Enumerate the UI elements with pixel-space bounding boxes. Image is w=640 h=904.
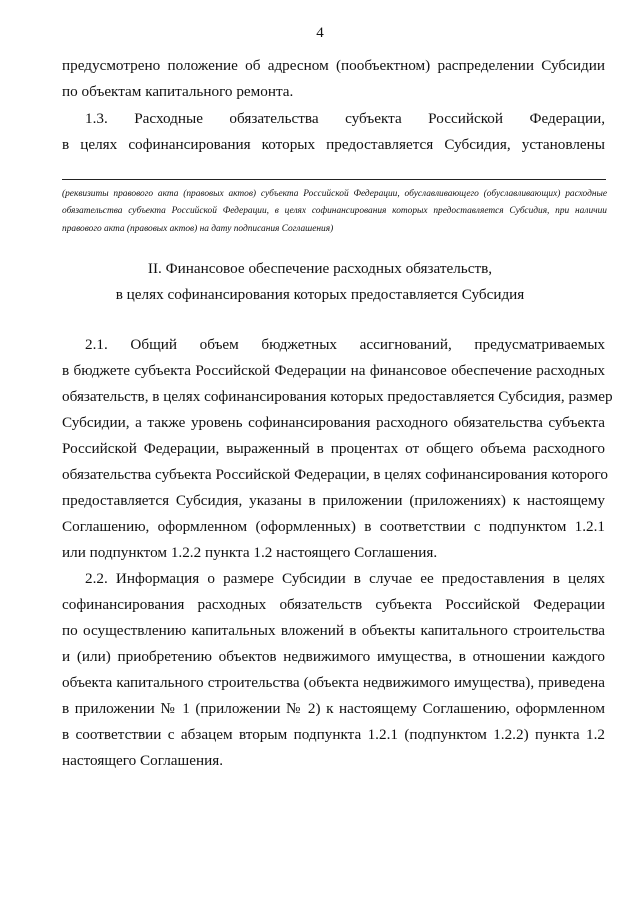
text-line: по объектам капитального ремонта. — [62, 83, 294, 100]
footnote-line: обязательства субъекта Российской Федерации, в целях софинансирования которых предоставляется Субсидия, при наличии — [62, 206, 607, 217]
text-line: Субсидии, а также уровень софинансирования расходного обязательства субъекта — [62, 414, 605, 431]
text-line: в бюджете субъекта Российской Федерации на финансовое обеспечение расходных — [62, 362, 605, 379]
text-line: софинансирования расходных обязательств субъекта Российской Федерации — [62, 596, 605, 613]
footnote-separator-line — [62, 179, 606, 180]
text-line: и (или) приобретению объектов недвижимого имущества, в отношении каждого — [62, 648, 605, 665]
section-heading — [0, 256, 640, 308]
text-line: предусмотрено положение об адресном (пообъектном) распределении Субсидии — [62, 57, 605, 74]
footnote-line: правового акта (правовых актов) на дату подписания Соглашения) — [62, 223, 334, 234]
text-line: настоящего Соглашения. — [62, 752, 223, 769]
page-number: 4 — [316, 25, 324, 41]
text-line: 2.1. Общий объем бюджетных ассигнований, предусматриваемых — [85, 336, 605, 353]
text-line: объекта капитального строительства (объекта недвижимого имущества), приведена — [62, 674, 605, 691]
text-line: 1.3. Расходные обязательства субъекта Российской Федерации, — [85, 110, 605, 127]
text-line: обязательств, в целях софинансирования которых предоставляется Субсидия, размер — [62, 388, 613, 405]
text-line: по осуществлению капитальных вложений в объекты капитального строительства — [62, 622, 605, 639]
paragraph-2-2 — [62, 566, 605, 774]
text-line: Российской Федерации, выраженный в процентах от общего объема расходного — [62, 440, 605, 457]
text-line: обязательства субъекта Российской Федерации, в целях софинансирования которого — [62, 466, 608, 483]
text-line: или подпунктом 1.2.2 пункта 1.2 настоящего Соглашения. — [62, 544, 438, 561]
footnote-line: (реквизиты правового акта (правовых актов) субъекта Российской Федерации, обуславливающего (обуславливающих) расходные — [62, 189, 607, 199]
heading-line: в целях софинансирования которых предоставляется Субсидия — [115, 286, 525, 303]
text-line: предоставляется Субсидия, указаны в приложении (приложениях) к настоящему — [62, 492, 605, 509]
paragraph-2-1 — [62, 332, 613, 566]
intro-paragraph — [62, 53, 605, 105]
heading-line: II. Финансовое обеспечение расходных обязательств, — [147, 260, 493, 277]
text-line: Соглашению, оформленном (оформленных) в соответствии с подпунктом 1.2.1 — [62, 518, 605, 535]
paragraph-1-3 — [62, 106, 605, 158]
footnote-caption — [62, 186, 607, 238]
text-line: 2.2. Информация о размере Субсидии в случае ее предоставления в целях — [85, 570, 605, 587]
text-line: в приложении № 1 (приложении № 2) к настоящему Соглашению, оформленном — [62, 700, 605, 717]
text-line: в соответствии с абзацем вторым подпункта 1.2.1 (подпунктом 1.2.2) пункта 1.2 — [62, 726, 605, 743]
text-line: в целях софинансирования которых предоставляется Субсидия, установлены — [62, 136, 605, 153]
